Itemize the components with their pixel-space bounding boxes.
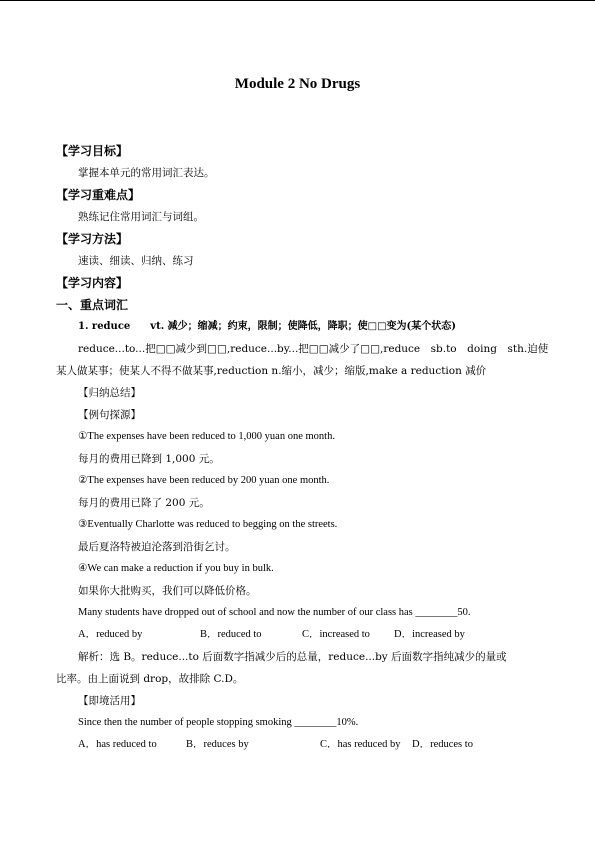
example-sentence-3: ③Eventually Charlotte was reduced to begging on the streets. <box>78 519 338 530</box>
methods-text: 速读、细读、归纳、练习 <box>78 255 194 267</box>
exercise-options-2 <box>78 738 539 752</box>
example-translation-3: 最后夏洛特被迫沦落到沿街乞讨。 <box>78 541 236 553</box>
practice-heading: 【即境活用】 <box>78 695 141 707</box>
page-title: Module 2 No Drugs <box>234 76 361 92</box>
summary-heading: 【归纳总结】 <box>78 387 141 399</box>
objectives-text: 掌握本单元的常用词汇表达。 <box>78 167 215 179</box>
section-heading-objectives: 【学习目标】 <box>56 144 129 158</box>
examples-heading: 【例句探源】 <box>78 409 141 421</box>
option-c: C．increased to <box>302 629 370 640</box>
top-rule <box>0 0 595 1</box>
example-sentence-2: ②The expenses have been reduced by 200 yuan one month. <box>78 475 330 486</box>
vocab-usage-line-1: reduce...to...把□□减少到□□,reduce...by...把□□减少了□□,reduce sb.to doing sth.迫使 <box>78 343 549 355</box>
section-heading-content: 【学习内容】 <box>56 276 129 290</box>
exercise-question-1: Many students have dropped out of school and now the number of our class has ________50. <box>78 607 471 618</box>
example-sentence-1: ①The expenses have been reduced to 1,000 yuan one month. <box>78 431 335 442</box>
exercise-options-1 <box>78 628 539 642</box>
key-points-text: 熟练记住常用词汇与词组。 <box>78 211 204 223</box>
subsection-heading-vocabulary: 一、重点词汇 <box>56 298 129 312</box>
example-translation-1: 每月的费用已降到 1,000 元。 <box>78 453 220 465</box>
option-d: D．increased by <box>394 629 465 640</box>
example-translation-2: 每月的费用已降了 200 元。 <box>78 497 210 509</box>
option-d: D．reduces to <box>412 739 473 750</box>
exercise-question-2: Since then the number of people stopping smoking ________10%. <box>78 717 359 728</box>
answer-explanation-line-1: 解析：选 B。reduce...to 后面数字指减少后的总量，reduce...by 后面数字指纯减少的量或 <box>78 651 507 663</box>
vocab-entry-reduce: 1. reduce vt. 减少；缩减；约束，限制；使降低，降职；使□□变为(某个状态) <box>78 321 457 332</box>
option-a: A．has reduced to <box>78 739 157 750</box>
section-heading-key-points: 【学习重难点】 <box>56 188 141 202</box>
vocab-usage-line-2: 某人做某事；使某人不得不做某事,reduction n.缩小，减少；缩版,make a reduction 减价 <box>56 365 487 377</box>
option-b: B．reduced to <box>200 629 262 640</box>
example-sentence-4: ④We can make a reduction if you buy in bulk. <box>78 563 274 574</box>
section-heading-methods: 【学习方法】 <box>56 232 129 246</box>
option-c: C．has reduced by <box>320 739 401 750</box>
option-b: B．reduces by <box>186 739 249 750</box>
answer-explanation-line-2: 比率。由上面说到 drop，故排除 C.D。 <box>56 673 244 685</box>
option-a: A．reduced by <box>78 629 143 640</box>
example-translation-4: 如果你大批购买，我们可以降低价格。 <box>78 585 257 597</box>
